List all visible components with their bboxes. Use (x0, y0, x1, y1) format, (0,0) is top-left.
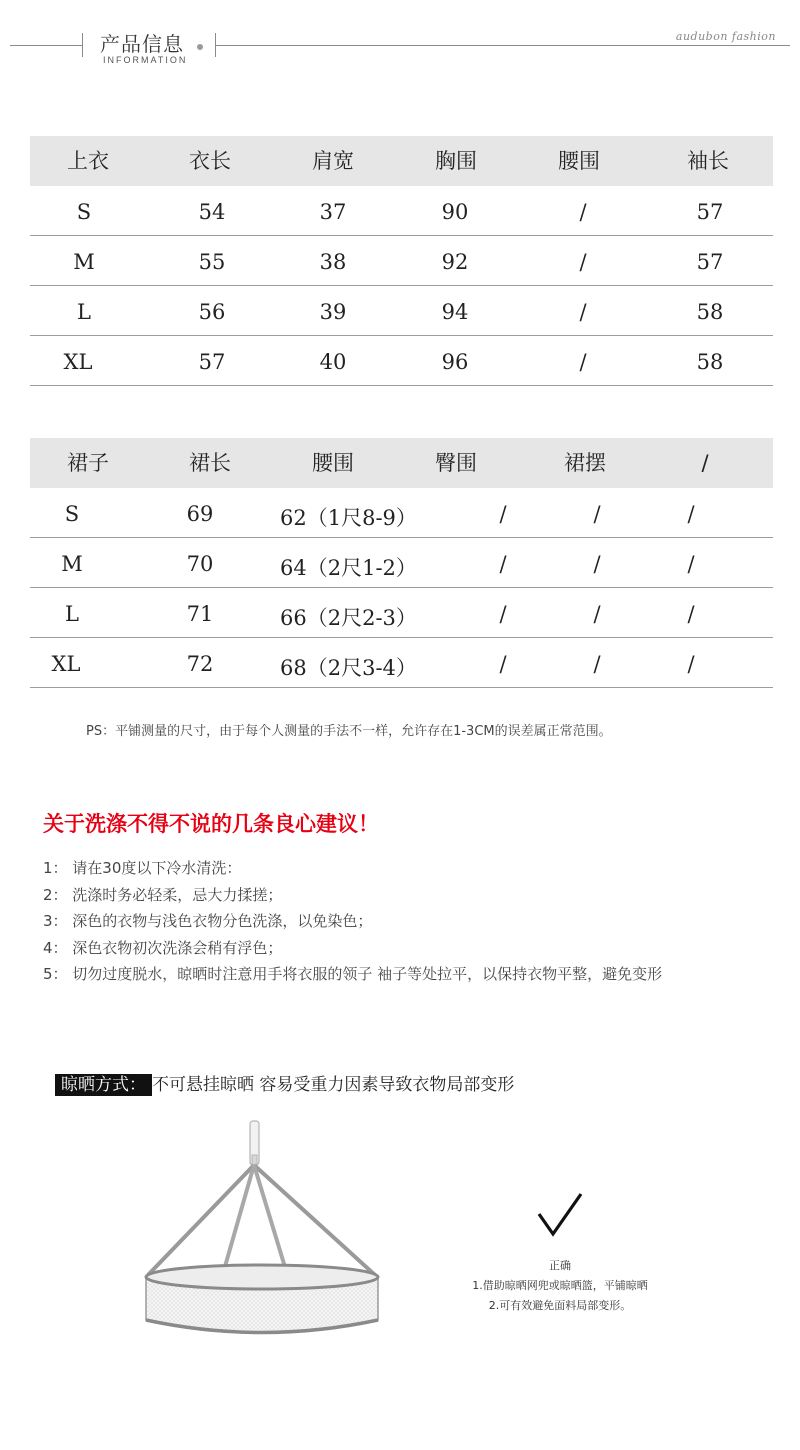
header-cell: 肩宽 (312, 149, 354, 173)
table-cell: 38 (319, 250, 347, 274)
note-line: 2.可有效避免面料局部变形。 (488, 1299, 632, 1312)
check-mark-icon (536, 1190, 584, 1238)
note-line: 1.借助晾晒网兜或晾晒篮，平铺晾晒 (472, 1279, 648, 1292)
list-item: 2： 洗涤时务必轻柔，忌大力揉搓； (43, 885, 283, 904)
drying-method (55, 1070, 514, 1095)
section-subtitle: INFORMATION (103, 55, 188, 65)
header-cell: 臀围 (435, 451, 477, 475)
table-cell: 39 (319, 300, 347, 324)
header-cell: 袖长 (687, 149, 729, 173)
table-cell: 94 (441, 300, 469, 324)
table-cell: / (593, 652, 601, 676)
list-item: 5： 切勿过度脱水，晾晒时注意用手将衣服的领子 袖子等处拉平，以保持衣物平整，避免变形 (43, 965, 663, 983)
washing-tips-list (43, 855, 662, 988)
table-cell: 92 (441, 250, 469, 274)
section-title: 产品信息 (100, 32, 184, 56)
table-cell: 57 (696, 200, 724, 224)
table-cell: 56 (198, 300, 226, 324)
table-cell: 64（2尺1-2） (280, 556, 417, 580)
table-row (30, 638, 773, 688)
table-cell: / (579, 250, 587, 274)
table-cell: / (593, 502, 601, 526)
header-tick-left (82, 33, 83, 57)
table-cell: / (593, 552, 601, 576)
table-cell: M (73, 250, 95, 274)
header-dot-icon (197, 44, 203, 50)
table-cell: / (579, 350, 587, 374)
brand-text: audubon fashion (675, 30, 776, 43)
header-cell: 胸围 (435, 149, 477, 173)
table-cell: S (64, 502, 80, 526)
table-cell: / (499, 652, 507, 676)
header-cell: 腰围 (558, 149, 600, 173)
table-cell: 37 (319, 200, 347, 224)
table-cell: / (499, 602, 507, 626)
table-header (30, 136, 773, 186)
table-row (30, 488, 773, 538)
drying-text: 不可悬挂晾晒 容易受重力因素导致衣物局部变形 (152, 1075, 515, 1095)
table-cell: / (687, 552, 695, 576)
table-cell: 68（2尺3-4） (280, 656, 417, 680)
table-cell: 72 (186, 652, 214, 676)
table-cell: 70 (186, 552, 214, 576)
table-cell: / (593, 602, 601, 626)
table-row (30, 286, 773, 336)
table-cell: 40 (319, 350, 347, 374)
header-line-left (10, 45, 82, 46)
measurement-note: PS：平铺测量的尺寸，由于每个人测量的手法不一样，允许存在1-3CM的误差属正常范围。 (86, 724, 612, 739)
list-item: 4： 深色衣物初次洗涤会稍有浮色； (43, 938, 283, 957)
table-row (30, 336, 773, 386)
table-cell: 96 (441, 350, 469, 374)
table-row (30, 186, 773, 236)
table-cell: 57 (198, 350, 226, 374)
table-cell: L (65, 602, 79, 626)
skirt-size-table (30, 438, 773, 688)
header-cell: 裙长 (189, 451, 231, 475)
table-cell: 58 (696, 300, 724, 324)
note-title: 正确 (549, 1259, 571, 1272)
header-cell: 裙摆 (564, 451, 606, 475)
table-cell: / (579, 200, 587, 224)
table-cell: / (687, 652, 695, 676)
table-row (30, 538, 773, 588)
table-cell: / (687, 502, 695, 526)
list-item: 3： 深色的衣物与浅色衣物分色洗涤，以免染色； (43, 912, 373, 930)
table-cell: 66（2尺2-3） (280, 606, 417, 630)
table-cell: 58 (696, 350, 724, 374)
table-cell: 90 (441, 200, 469, 224)
header-line-right (215, 45, 790, 46)
table-cell: / (579, 300, 587, 324)
table-cell: 69 (186, 502, 214, 526)
table-cell: / (499, 502, 507, 526)
table-cell: L (77, 300, 91, 324)
washing-title: 关于洗涤不得不说的几条良心建议！ (43, 812, 379, 836)
section-header (0, 0, 800, 80)
drying-label: 晾晒方式： (55, 1074, 152, 1096)
top-size-table (30, 136, 773, 386)
header-cell: 腰围 (312, 451, 354, 475)
drying-correct-note (430, 1256, 690, 1316)
table-cell: XL (63, 350, 93, 374)
table-header (30, 438, 773, 488)
table-cell: 62（1尺8-9） (280, 506, 417, 530)
table-cell: / (687, 602, 695, 626)
table-cell: / (499, 552, 507, 576)
table-cell: M (61, 552, 83, 576)
table-cell: 54 (198, 200, 226, 224)
header-cell: / (701, 451, 709, 475)
table-cell: 57 (696, 250, 724, 274)
table-cell: S (76, 200, 92, 224)
header-cell: 裙子 (67, 451, 109, 475)
header-cell: 上衣 (67, 149, 109, 173)
table-cell: 55 (198, 250, 226, 274)
table-row (30, 236, 773, 286)
drying-rack-illustration (140, 1115, 385, 1345)
table-cell: 71 (186, 602, 214, 626)
header-cell: 衣长 (189, 149, 231, 173)
table-cell: XL (51, 652, 81, 676)
list-item: 1： 请在30度以下冷水清洗： (43, 859, 242, 877)
table-row (30, 588, 773, 638)
